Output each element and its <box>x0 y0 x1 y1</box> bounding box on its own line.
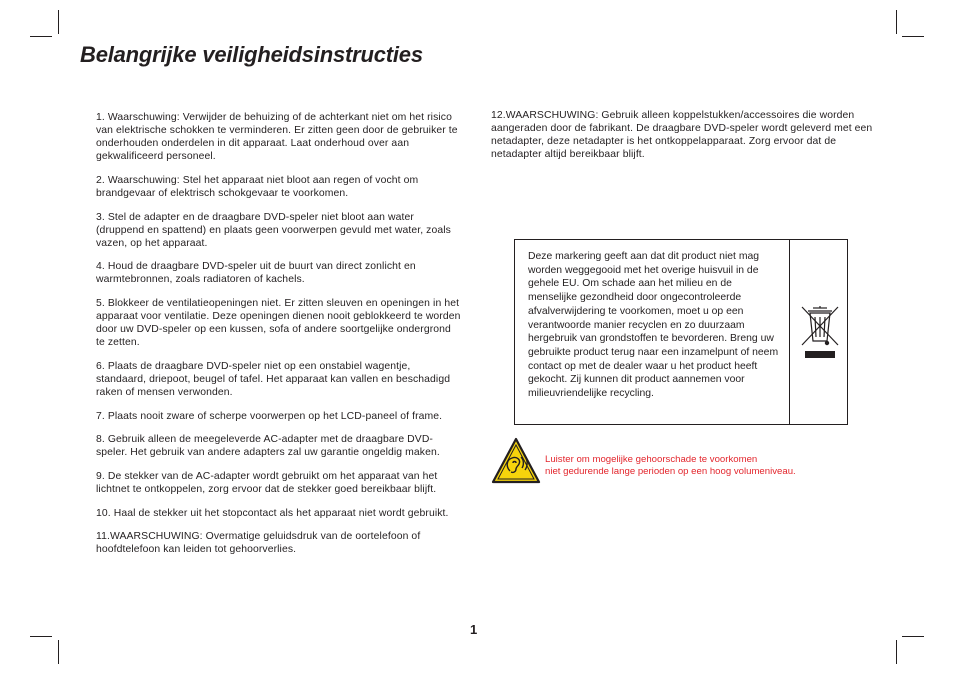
crop-mark <box>58 10 59 34</box>
instruction-item: 6. Plaats de draagbare DVD-speler niet op een onstabiel wagentje, standaard, driepoot, beugel of tafel. Het apparaat kan vallen en beschadigd raken of mensen verwonden. <box>96 360 451 399</box>
instruction-item: 3. Stel de adapter en de draagbare DVD-speler niet bloot aan water (druppend en spattend) en plaats geen voorwerpen gevuld met water, zoals vazen, op het apparaat. <box>96 211 451 249</box>
instruction-item: 2. Waarschuwing: Stel het apparaat niet bloot aan regen of vocht om brandgevaar of elektrisch schokgevaar te voorkomen. <box>96 174 419 199</box>
instruction-item: 12.WAARSCHUWING: Gebruik alleen koppelstukken/accessoires die worden aangeraden door de fabrikant. De draagbare DVD-speler wordt geleverd met een netadapter, deze netadapter is het ontkoppelapparaat. Zorg ervoor dat de netadapter altijd bereikbaar blijft. <box>491 110 873 161</box>
hearing-warning-icon <box>491 437 541 485</box>
instruction-item: 7. Plaats nooit zware of scherpe voorwerpen op het LCD-paneel of frame. <box>96 410 443 422</box>
crop-mark <box>30 36 52 37</box>
crop-mark <box>896 640 897 664</box>
page-title: Belangrijke veiligheidsinstructies <box>80 42 423 67</box>
hearing-warning-line: niet gedurende lange perioden op een hoog volumeniveau. <box>545 466 796 477</box>
crop-mark <box>896 10 897 34</box>
instruction-item: 11.WAARSCHUWING: Overmatige geluidsdruk van de oortelefoon of hoofdtelefoon kan leiden tot gehoorverlies. <box>96 531 421 556</box>
instruction-item: 9. De stekker van de AC-adapter wordt gebruikt om het apparaat van het lichtnet te ontkoppelen, zorg ervoor dat de stekker goed bereikbaar blijft. <box>96 470 438 496</box>
instruction-item: 10. Haal de stekker uit het stopcontact als het apparaat niet wordt gebruikt. <box>96 507 449 519</box>
instructions-right-column <box>491 109 877 172</box>
instruction-item: 4. Houd de draagbare DVD-speler uit de buurt van direct zonlicht en warmtebronnen, zoals radiatoren of kachels. <box>96 261 416 286</box>
crop-mark <box>30 636 52 637</box>
recycling-notice-text: Deze markering geeft aan dat dit product niet mag worden weggegooid met het overige huisvuil in de gehele EU. Om schade aan het milieu en de menselijke gezondheid door ongecontroleerde afvalverwijdering te voorkomen, moet u op een verantwoorde manier recyclen en zo duurzaam hergebruik van grondstoffen te bevorderen. Breng uw gebruikte product terug naar een inzamelpunt of neem contact op met de dealer waar u het product heeft gekocht. Zij kunnen dit product aannemen voor milieuvriendelijke recycling. <box>528 251 779 400</box>
crop-mark <box>902 636 924 637</box>
crop-mark <box>902 36 924 37</box>
instruction-item: 1. Waarschuwing: Verwijder de behuizing of de achterkant niet om het risico van elektrische schokken te verminderen. Er zitten geen door de gebruiker te onderhouden onderdelen in dit apparaat. Laat onderhoud over aan gekwalificeerd personeel. <box>96 112 458 163</box>
crop-mark <box>58 640 59 664</box>
instruction-item: 5. Blokkeer de ventilatieopeningen niet. Er zitten sleuven en openingen in het apparaat voor ventilatie. Deze openingen dienen nooit geblokkeerd te worden door uw DVD-speler op een kussen, sofa of andere soortgelijke ondergrond te zetten. <box>96 298 461 349</box>
instruction-item: 8. Gebruik alleen de meegeleverde AC-adapter met de draagbare DVD-speler. Het gebruik van andere adapters zal uw garantie ongeldig maken. <box>96 434 440 459</box>
box-divider <box>789 240 790 424</box>
recycling-notice-box <box>514 239 848 425</box>
hearing-warning-text <box>545 454 885 478</box>
instructions-left-column <box>96 111 462 567</box>
crossed-out-wheelie-bin-icon <box>800 305 840 361</box>
hearing-warning-line: Luister om mogelijke gehoorschade te voorkomen <box>545 454 758 465</box>
page-number: 1 <box>470 622 478 637</box>
